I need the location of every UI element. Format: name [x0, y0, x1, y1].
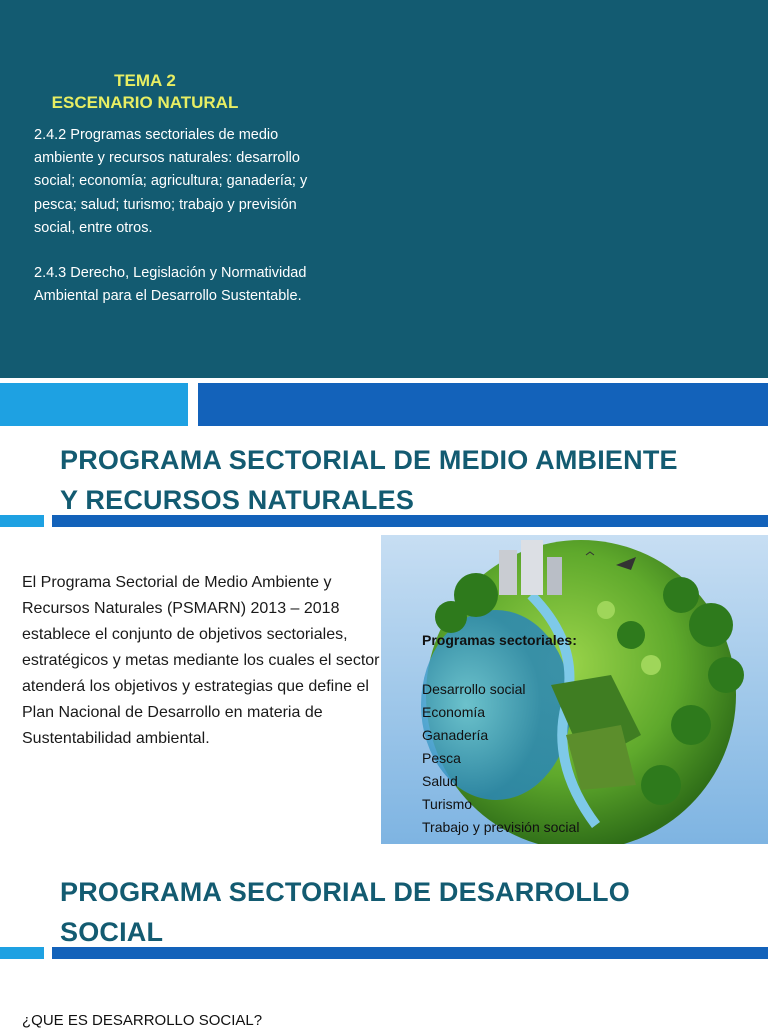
heading-bar-dark [52, 947, 768, 959]
slide-3-heading-line-1: PROGRAMA SECTORIAL DE DESARROLLO [60, 877, 630, 907]
social-development-question: ¿QUE ES DESARROLLO SOCIAL? [22, 1012, 263, 1029]
psmarn-description: El Programa Sectorial de Medio Ambiente y Recursos Naturales (PSMARN) 2013 – 2018 establece el conjunto de objetivos sectoriales, estratégicos y metas mediante los cuales el sector atenderá los objetivos y estrategias que define el Plan Nacional de Desarrollo en materia de Sustentabilidad ambiental. [22, 574, 380, 747]
program-item: Turismo [422, 796, 473, 812]
topic-title [0, 70, 290, 114]
slide-2-heading-line-1: PROGRAMA SECTORIAL DE MEDIO AMBIENTE [60, 445, 678, 475]
programs-list [422, 678, 579, 839]
slide-1-panel [0, 0, 768, 378]
heading-bar-light [0, 515, 44, 527]
heading-bar-light [0, 947, 44, 959]
slide-2-heading-line-2: Y RECURSOS NATURALES [60, 485, 415, 515]
topic-item-2-4-2: 2.4.2 Programas sectoriales de medio ambiente y recursos naturales: desarrollo social; economía; agricultura; ganadería; y pesca; salud; turismo; trabajo y previsión social, entre otros. [34, 127, 308, 236]
divider-bar-light [0, 383, 188, 426]
program-item: Salud [422, 773, 458, 789]
slide-3-heading-line-2: SOCIAL [60, 917, 164, 947]
program-item: Trabajo y previsión social [422, 819, 580, 835]
topic-item-2-4-3: 2.4.3 Derecho, Legislación y Normatividad Ambiental para el Desarrollo Sustentable. [34, 265, 307, 305]
topic-title-line-2: ESCENARIO NATURAL [51, 93, 239, 112]
slide-3-heading [60, 872, 630, 952]
divider-bar-dark [198, 383, 768, 426]
slide-2-heading [60, 440, 678, 520]
program-item: Ganadería [422, 727, 489, 743]
program-item: Economía [422, 704, 486, 720]
programs-title: Programas sectoriales: [422, 632, 577, 648]
topic-list [34, 124, 324, 330]
program-item: Desarrollo social [422, 681, 526, 697]
heading-bar-dark [52, 515, 768, 527]
topic-title-line-1: TEMA 2 [114, 71, 176, 90]
program-item: Pesca [422, 750, 461, 766]
